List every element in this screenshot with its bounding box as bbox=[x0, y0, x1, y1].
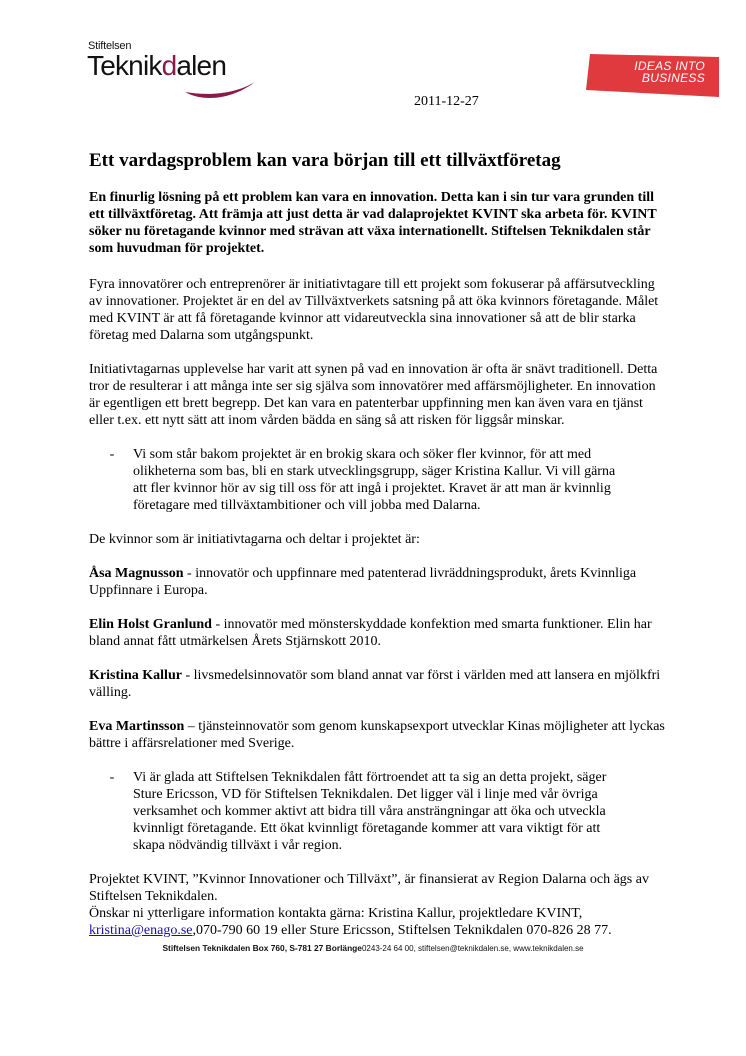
person-description: – tjänsteinnovatör som genom kunskapsexport utvecklar Kinas möjligheter att lyckas bättre i affärsrelationer med Sverige. bbox=[89, 719, 665, 751]
closing-contact bbox=[89, 905, 669, 939]
contact-intro: Önskar ni ytterligare information kontakta gärna: Kristina Kallur, projektledare KVINT, bbox=[89, 906, 583, 921]
document-date: 2011-12-27 bbox=[414, 94, 479, 109]
paragraph-1: Fyra innovatörer och entreprenörer är initiativtagare till ett projekt som fokuserar på affärsutveckling av innovationer. Projektet är en del av Tillväxtverkets satsning på att öka kvinnors företagande. Målet med KVINT är att få företagande kvinnor att vidareutveckla sina innovationer så att de blir starka företag med Dalarna som utgångspunkt. bbox=[89, 277, 659, 343]
quote-kristina bbox=[89, 446, 669, 514]
person-description: - livsmedelsinnovatör som bland annat var först i världen med att lansera en mjölkfri välling. bbox=[89, 668, 661, 700]
person-name: Elin Holst Granlund bbox=[89, 617, 212, 632]
list-item bbox=[89, 565, 669, 599]
quote-text: Vi är glada att Stiftelsen Teknikdalen fått förtroendet att ta sig an detta projekt, säger Sture Ericsson, VD för Stiftelsen Teknikdalen. Det ligger väl i linje med vår övriga verksamhet och kommer aktivt att bidra till våra ansträngningar att öka och utveckla kvinnligt företagande. Ett ökat kvinnligt företagande kommer att vara viktigt för att skapa nödvändig tillväxt i vår region. bbox=[133, 770, 607, 853]
banner-line-2: BUSINESS bbox=[641, 71, 705, 85]
initiators-intro: De kvinnor som är initiativtagarna och deltar i projektet är: bbox=[89, 532, 420, 547]
footer-org: Stiftelsen Teknikdalen Box 760, S-781 27 Borlänge bbox=[162, 943, 362, 953]
logo-small-text: Stiftelsen bbox=[88, 40, 132, 52]
page-footer bbox=[0, 943, 746, 953]
article-title: Ett vardagsproblem kan vara början till ett tillväxtföretag bbox=[89, 150, 561, 171]
article-lead: En finurlig lösning på ett problem kan vara en innovation. Detta kan i sin tur vara grunden till ett tillväxtföretag. Att främja att just detta är vad dalaprojektet KVINT ska arbeta för. KVINT söker nu företagande kvinnor med strävan att växa internationellt. Stiftelsen Teknikdalen står som huvudman för projektet. bbox=[89, 190, 657, 256]
quote-sture bbox=[89, 769, 669, 854]
list-item bbox=[89, 718, 669, 752]
contact-email-link[interactable]: kristina@enago.se bbox=[89, 923, 193, 938]
banner-text bbox=[595, 60, 705, 84]
person-name: Kristina Kallur bbox=[89, 668, 182, 683]
list-item bbox=[89, 667, 669, 701]
paragraph-2: Initiativtagarnas upplevelse har varit att synen på vad en innovation är ofta är snävt traditionell. Detta tror de resulterar i att många inte ser sig själva som innovatörer med affärsmöjligheter. En innovation är egentligen ett brett begrepp. Det kan vara en patenterbar uppfinning men kan även vara en tjänst eller t.ex. ett nytt sätt att inom vården bädda en säng så att risken för liggsår minskar. bbox=[89, 362, 658, 428]
person-name: Eva Martinsson bbox=[89, 719, 185, 734]
footer-details: 0243-24 64 00, stiftelsen@teknikdalen.se, www.teknikdalen.se bbox=[361, 944, 584, 953]
person-description: - innovatör med mönsterskyddade konfektion med smarta funktioner. Elin har bland annat fått utmärkelsen Årets Stjärnskott 2010. bbox=[89, 617, 652, 649]
contact-details: ,070-790 60 19 eller Sture Ericsson, Stiftelsen Teknikdalen 070-826 28 77. bbox=[192, 923, 612, 938]
person-name: Åsa Magnusson bbox=[89, 566, 184, 581]
quote-text: Vi som står bakom projektet är en brokig skara och söker fler kvinnor, för att med olikheterna som bas, bli en stark utvecklingsgrupp, säger Kristina Kallur. Vi vill gärna att fler kvinnor hör av sig till oss för att ingå i projektet. Kravet är att man är kvinnlig företagare med tillväxtambitioner och vill jobba med Dalarna. bbox=[133, 447, 616, 513]
quote-dash: - bbox=[109, 770, 115, 785]
ideas-into-business-banner bbox=[586, 52, 719, 97]
logo-swoosh-icon bbox=[183, 78, 258, 100]
article-body bbox=[89, 189, 669, 939]
logo-main-accent: d bbox=[161, 50, 177, 81]
initiators-list bbox=[89, 531, 669, 752]
logo-main-prefix: Teknik bbox=[87, 50, 162, 81]
person-description: - innovatör och uppfinnare med patenterad livräddningsprodukt, årets Kvinnliga Uppfinnare i Europa. bbox=[89, 566, 637, 598]
banner-line-1: IDEAS INTO bbox=[634, 59, 705, 73]
teknikdalen-logo bbox=[88, 40, 263, 102]
logo-main-suffix: alen bbox=[176, 50, 227, 81]
quote-dash: - bbox=[109, 447, 115, 462]
closing-funding: Projektet KVINT, ”Kvinnor Innovationer och Tillväxt”, är finansierat av Region Dalarna och ägs av Stiftelsen Teknikdalen. bbox=[89, 872, 649, 904]
list-item bbox=[89, 616, 669, 650]
